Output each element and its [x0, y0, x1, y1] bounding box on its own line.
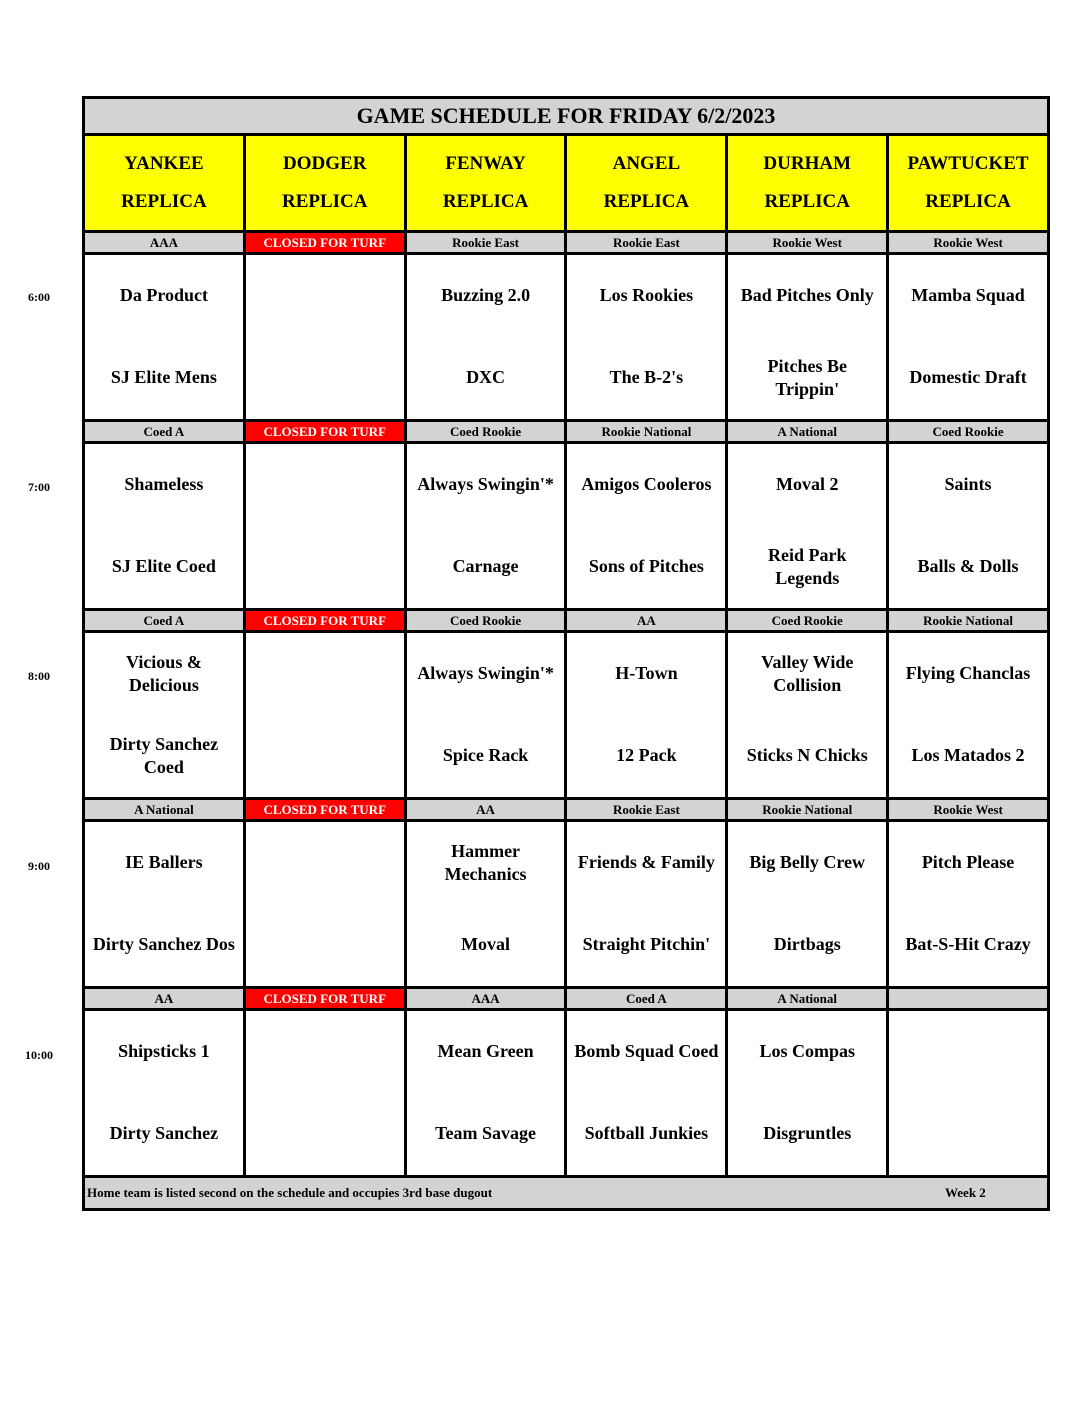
division-label: AAA	[404, 989, 565, 1008]
home-team	[246, 904, 404, 986]
game-row	[85, 633, 1047, 800]
game-cell	[886, 1011, 1047, 1175]
field-name: ANGEL	[612, 152, 681, 174]
closed-badge: CLOSED FOR TURF	[243, 611, 404, 630]
field-subtitle: REPLICA	[442, 191, 529, 213]
game-cell	[725, 633, 886, 797]
field-subtitle: REPLICA	[121, 191, 207, 213]
division-label: Coed Rookie	[886, 422, 1047, 441]
away-team	[246, 1011, 404, 1093]
game-cell	[725, 444, 886, 608]
field-header-row	[85, 136, 1047, 233]
division-label: Rookie National	[564, 422, 725, 441]
closed-badge: CLOSED FOR TURF	[243, 233, 404, 252]
home-team: Reid Park Legends	[767, 544, 847, 588]
footer-note: Home team is listed second on the schedule and occupies 3rd base dugout	[87, 1185, 493, 1200]
game-cell	[85, 633, 243, 797]
game-cell	[85, 255, 243, 419]
field-subtitle: REPLICA	[603, 191, 690, 213]
home-team: Balls & Dolls	[917, 556, 1019, 577]
page-title: GAME SCHEDULE FOR FRIDAY 6/2/2023	[85, 99, 1047, 136]
closed-badge: CLOSED FOR TURF	[243, 422, 404, 441]
game-cell	[564, 444, 725, 608]
game-cell	[243, 633, 404, 797]
week-label: Week 2	[945, 1185, 986, 1200]
game-cell	[886, 822, 1047, 986]
game-cell	[243, 1011, 404, 1175]
closed-badge: CLOSED FOR TURF	[243, 989, 404, 1008]
game-cell	[725, 1011, 886, 1175]
away-team: Bad Pitches Only	[740, 285, 874, 306]
division-label: Rookie West	[725, 233, 886, 252]
home-team: Domestic Draft	[909, 367, 1027, 388]
division-label: Rookie National	[725, 800, 886, 819]
field-name: DODGER	[283, 152, 367, 174]
away-team: Da Product	[119, 285, 208, 306]
division-row	[85, 611, 1047, 633]
away-team: Always Swingin'*	[417, 474, 554, 495]
home-team: SJ Elite Mens	[110, 367, 217, 388]
game-cell	[886, 444, 1047, 608]
away-team: Los Compas	[759, 1041, 855, 1062]
game-cell	[85, 444, 243, 608]
field-header	[243, 136, 404, 230]
field-subtitle: REPLICA	[764, 191, 850, 213]
game-cell	[886, 633, 1047, 797]
home-team: Dirty Sanchez Dos	[92, 934, 235, 955]
division-label	[886, 989, 1047, 1008]
game-cell	[404, 1011, 565, 1175]
home-team: Moval	[461, 934, 511, 955]
division-label: Rookie West	[886, 233, 1047, 252]
time-slots	[85, 233, 1047, 1178]
division-label: Coed Rookie	[404, 422, 565, 441]
time-label: 8:00	[28, 669, 50, 683]
division-label: Coed Rookie	[404, 611, 565, 630]
away-team	[246, 255, 404, 337]
game-cell	[85, 822, 243, 986]
away-team: Shipsticks 1	[118, 1041, 210, 1062]
home-team: Sticks N Chicks	[746, 745, 868, 766]
home-team: Dirtbags	[773, 934, 841, 955]
division-label: AA	[85, 989, 243, 1008]
home-team: Bat-S-Hit Crazy	[905, 934, 1031, 955]
field-name: YANKEE	[124, 152, 204, 174]
division-row	[85, 989, 1047, 1011]
division-label: Coed Rookie	[725, 611, 886, 630]
division-label: Rookie East	[564, 233, 725, 252]
division-label: Coed A	[85, 422, 243, 441]
home-team	[246, 1093, 404, 1175]
division-label: A National	[725, 989, 886, 1008]
away-team: Flying Chanclas	[905, 663, 1031, 684]
away-team	[889, 1011, 1047, 1093]
field-header	[725, 136, 886, 230]
away-team: Buzzing 2.0	[441, 285, 531, 306]
home-team	[246, 715, 404, 797]
home-team: 12 Pack	[616, 745, 677, 766]
game-cell	[564, 633, 725, 797]
home-team	[889, 1093, 1047, 1175]
game-cell	[725, 822, 886, 986]
field-header	[564, 136, 725, 230]
division-label: A National	[725, 422, 886, 441]
away-team: Valley Wide Collision	[761, 651, 854, 695]
field-name: FENWAY	[445, 152, 526, 174]
division-label: Coed A	[85, 611, 243, 630]
field-subtitle: REPLICA	[281, 191, 368, 213]
division-label: Rookie National	[886, 611, 1047, 630]
away-team: Saints	[944, 474, 992, 495]
game-cell	[564, 822, 725, 986]
home-team: The B-2's	[609, 367, 684, 388]
home-team: Straight Pitchin'	[582, 934, 711, 955]
game-row	[85, 822, 1047, 989]
division-row	[85, 233, 1047, 255]
field-header	[886, 136, 1047, 230]
away-team	[246, 633, 404, 715]
field-header	[404, 136, 565, 230]
game-cell	[243, 822, 404, 986]
field-name: PAWTUCKET	[907, 152, 1029, 174]
game-cell	[564, 255, 725, 419]
away-team	[246, 444, 404, 526]
division-row	[85, 422, 1047, 444]
game-cell	[243, 255, 404, 419]
home-team	[246, 526, 404, 608]
game-row	[85, 1011, 1047, 1178]
away-team: H-Town	[615, 663, 678, 684]
division-label: A National	[85, 800, 243, 819]
away-team: Vicious & Delicious	[125, 651, 202, 695]
away-team: Moval 2	[775, 474, 839, 495]
game-cell	[243, 444, 404, 608]
division-label: AAA	[85, 233, 243, 252]
home-team: Pitches Be Trippin'	[767, 355, 847, 399]
schedule-table	[82, 96, 1050, 1211]
field-subtitle: REPLICA	[925, 191, 1011, 213]
game-cell	[564, 1011, 725, 1175]
away-team: Amigos Cooleros	[581, 474, 712, 495]
home-team: Carnage	[452, 556, 519, 577]
home-team	[246, 337, 404, 419]
away-team: Always Swingin'*	[417, 663, 554, 684]
division-label: Rookie West	[886, 800, 1047, 819]
closed-badge: CLOSED FOR TURF	[243, 800, 404, 819]
division-label: Coed A	[564, 989, 725, 1008]
game-row	[85, 255, 1047, 422]
field-header	[85, 136, 243, 230]
game-cell	[85, 1011, 243, 1175]
division-label: Rookie East	[564, 800, 725, 819]
footer-row	[85, 1178, 1047, 1208]
division-label: AA	[404, 800, 565, 819]
away-team: Mamba Squad	[911, 285, 1025, 306]
division-label: AA	[564, 611, 725, 630]
away-team: IE Ballers	[125, 852, 203, 873]
game-cell	[404, 822, 565, 986]
game-cell	[404, 444, 565, 608]
home-team: SJ Elite Coed	[111, 556, 216, 577]
division-row	[85, 800, 1047, 822]
away-team: Hammer Mechanics	[444, 840, 527, 884]
game-cell	[886, 255, 1047, 419]
home-team: Softball Junkies	[584, 1123, 709, 1144]
away-team	[246, 822, 404, 904]
home-team: Spice Rack	[442, 745, 529, 766]
away-team: Mean Green	[437, 1041, 534, 1062]
away-team: Los Rookies	[599, 285, 694, 306]
field-name: DURHAM	[763, 152, 852, 174]
game-cell	[404, 633, 565, 797]
game-cell	[404, 255, 565, 419]
away-team: Pitch Please	[921, 852, 1015, 873]
away-team: Bomb Squad Coed	[574, 1041, 719, 1062]
time-label: 10:00	[25, 1048, 53, 1062]
home-team: Team Savage	[435, 1123, 536, 1144]
time-label: 6:00	[28, 290, 50, 304]
home-team: Disgruntles	[763, 1123, 852, 1144]
home-team: Los Matados 2	[911, 745, 1025, 766]
home-team: Dirty Sanchez	[109, 1123, 219, 1144]
game-cell	[725, 255, 886, 419]
home-team: Sons of Pitches	[588, 556, 704, 577]
away-team: Shameless	[124, 474, 204, 495]
home-team: DXC	[466, 367, 506, 388]
division-label: Rookie East	[404, 233, 565, 252]
time-label: 9:00	[28, 858, 50, 873]
game-row	[85, 444, 1047, 611]
away-team: Friends & Family	[577, 852, 715, 873]
time-label: 7:00	[28, 479, 50, 494]
home-team: Dirty Sanchez Coed	[109, 733, 219, 777]
away-team: Big Belly Crew	[749, 852, 866, 873]
